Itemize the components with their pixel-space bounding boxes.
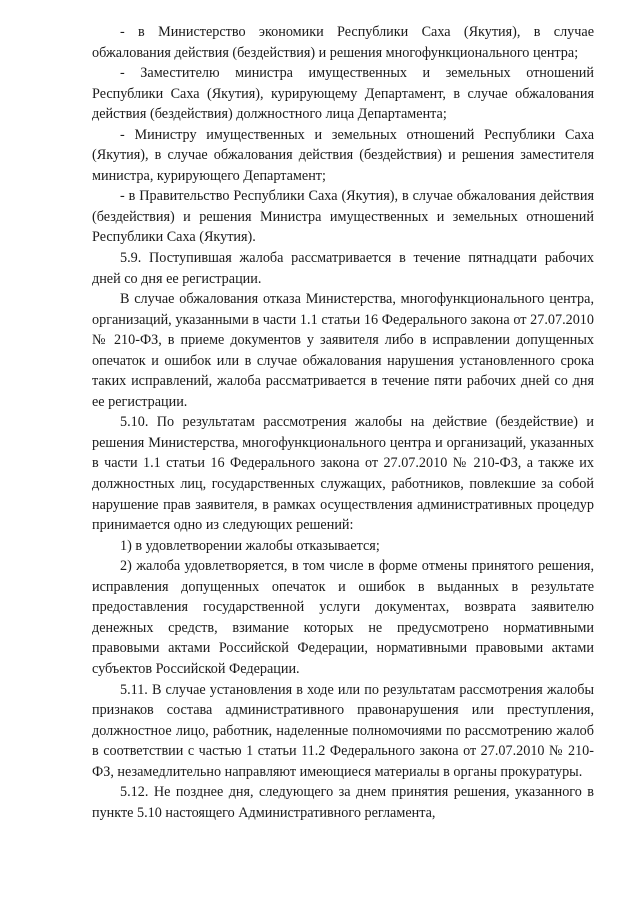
paragraph-5-9: 5.9. Поступившая жалоба рассматривается в течение пятнадцати рабочих дней со дня ее регистрации. — [92, 250, 594, 287]
paragraph-5-12: 5.12. Не позднее дня, следующего за днем принятия решения, указанного в пункте 5.10 настоящего Административного регламента, — [92, 784, 594, 821]
paragraph-ministry-economy: - в Министерство экономики Республики Саха (Якутия), в случае обжалования действия (бездействия) и решения многофункционального центра; — [92, 24, 594, 61]
paragraph-minister: - Министру имущественных и земельных отношений Республики Саха (Якутия), в случае обжалования действия (бездействия) и решения заместителя министра, курирующего Департамент; — [92, 126, 594, 184]
paragraph-refusal-appeal: В случае обжалования отказа Министерства, многофункционального центра, организаций, указанными в части 1.1 статьи 16 Федерального закона от 27.07.2010 № 210-ФЗ, в приеме документов у заявителя либо в исправлении допущенных опечаток и ошибок или в случае обжалования нарушения установленного срока таких исправлений, жалоба рассматривается в течение пяти рабочих дней со дня ее регистрации. — [92, 291, 594, 410]
document-body — [92, 22, 594, 823]
paragraph-deputy-minister: - Заместителю министра имущественных и земельных отношений Республики Саха (Якутия), курирующему Департамент, в случае обжалования действия (бездействия) должностного лица Департамента; — [92, 65, 594, 123]
paragraph-decision-2: 2) жалоба удовлетворяется, в том числе в форме отмены принятого решения, исправления допущенных опечаток и ошибок в выданных в результате предоставления государственной услуги документах, возврата заявителю денежных средств, взимание которых не предусмотрено нормативными правовыми актами Российской Федерации, нормативными правовыми актами субъектов Российской Федерации. — [92, 558, 594, 677]
paragraph-government: - в Правительство Республики Саха (Якутия), в случае обжалования действия (бездействия) и решения Министра имущественных и земельных отношений Республики Саха (Якутия). — [92, 188, 594, 246]
paragraph-decision-1: 1) в удовлетворении жалобы отказывается; — [120, 537, 380, 554]
paragraph-5-10: 5.10. По результатам рассмотрения жалобы на действие (бездействие) и решения Министерства, многофункционального центра и организаций, указанных в части 1.1 статьи 16 Федерального закона от 27.07.2010 № 210-ФЗ, а также их должностных лиц, государственных служащих, работников, повлекшие за собой нарушение прав заявителя, в рамках осуществления административных процедур принимается одно из следующих решений: — [92, 414, 594, 534]
paragraph-5-11: 5.11. В случае установления в ходе или по результатам рассмотрения жалобы признаков состава административного правонарушения или преступления, должностное лицо, работник, наделенные полномочиями по рассмотрению жалоб в соответствии с частью 1 статьи 11.2 Федерального закона от 27.07.2010 № 210-ФЗ, незамедлительно направляют имеющиеся материалы в органы прокуратуры. — [92, 681, 594, 780]
